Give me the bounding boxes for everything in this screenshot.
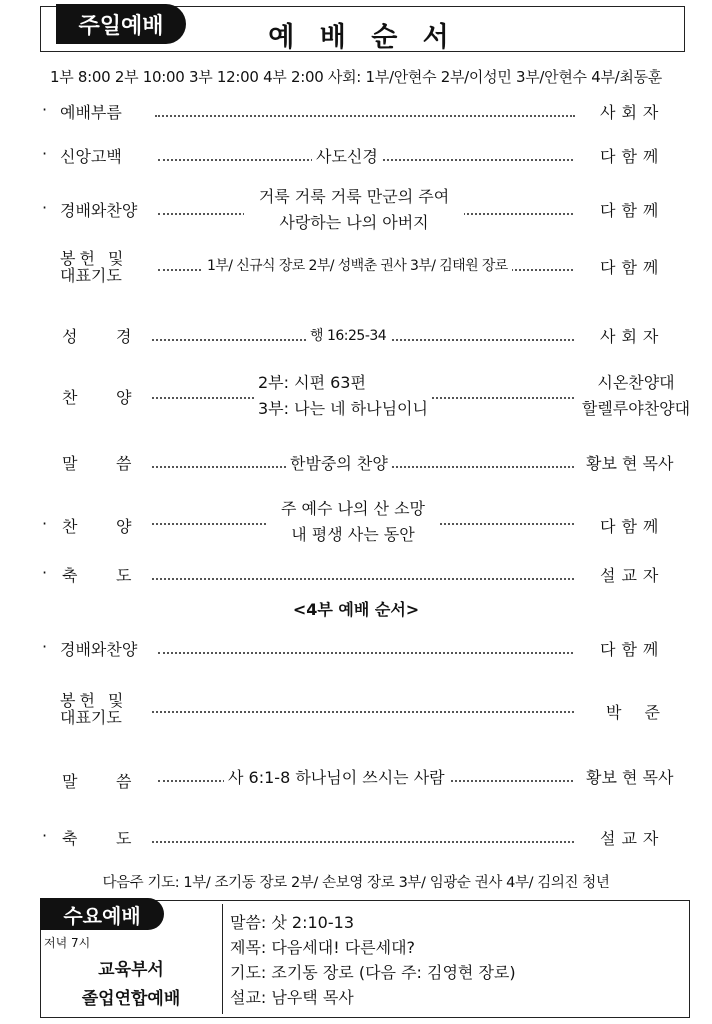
order-label: 축: [62, 829, 78, 848]
order-content: 거룩 거룩 거룩 만군의 주여 사랑하는 나의 아버지: [244, 184, 464, 236]
order-leader: 다함께: [600, 517, 665, 536]
order-leader: 설교자: [600, 566, 665, 585]
order-label: 찬: [62, 517, 78, 536]
dotted-leader: [158, 652, 573, 654]
wednesday-preacher: 설교: 남우택 목사: [230, 988, 354, 1007]
order-leader: 다함께: [600, 640, 665, 659]
order-leader: 시온찬양대 할렐루야찬양대: [581, 373, 691, 418]
order-label: 양: [116, 517, 132, 536]
order-leader: 다함께: [600, 147, 665, 166]
bullet: ·: [42, 637, 48, 656]
order-leader: 설교자: [600, 829, 665, 848]
bullet: ·: [42, 563, 48, 582]
order-label: 경배와찬양: [60, 201, 138, 220]
order-label: 경배와찬양: [60, 640, 138, 659]
order-leader: 다함께: [600, 258, 665, 277]
divider: [222, 904, 223, 1014]
order-label: 신앙고백: [60, 147, 122, 166]
order-label: 봉헌 및 대표기도: [60, 249, 128, 285]
bullet: ·: [42, 100, 48, 119]
order-label: 씀: [116, 772, 132, 791]
bullet: ·: [42, 514, 48, 533]
dotted-leader: [152, 841, 574, 843]
order-label: 말: [62, 772, 78, 791]
order-content: 주 예수 나의 산 소망 내 평생 사는 동안: [266, 496, 440, 548]
order-leader: 사회자: [600, 103, 665, 122]
wednesday-group: 졸업연합예배: [81, 989, 181, 1009]
order-content: 한밤중의 찬양: [286, 451, 392, 474]
order-content: 2부: 시편 63편 3부: 나는 네 하나님이니: [256, 370, 430, 422]
dotted-leader: [152, 578, 574, 580]
order-label: 양: [116, 388, 132, 407]
order-content: 행 16:25-34: [306, 325, 390, 345]
dotted-leader: [152, 711, 574, 713]
order-label: 말: [62, 454, 78, 473]
service-times: 1부 8:00 2부 10:00 3부 12:00 4부 2:00 사회: 1부/안현수 2부/이성민 3부/안현수 4부/최동훈: [50, 68, 662, 86]
wednesday-time: 저녁 7시: [44, 936, 91, 950]
order-leader: 황보 현 목사: [586, 768, 674, 787]
fourth-service-heading: <4부 예배 순서>: [292, 600, 420, 619]
order-label: 축: [62, 566, 78, 585]
order-content: 사 6:1-8 하나님이 쓰시는 사람: [224, 765, 449, 788]
wednesday-sermon-title: 제목: 다음세대! 다른세대?: [230, 938, 416, 957]
bullet: ·: [42, 198, 48, 217]
wednesday-worship-badge: 수요예배: [40, 898, 164, 930]
order-leader: 다함께: [600, 201, 665, 220]
bullet: ·: [42, 144, 48, 163]
order-label: 경: [116, 327, 132, 346]
order-label: 도: [116, 566, 132, 585]
wednesday-prayer: 기도: 조기동 장로 (다음 주: 김영현 장로): [230, 963, 516, 982]
order-label: 성: [62, 327, 78, 346]
bullet: ·: [42, 826, 48, 845]
order-label: 예배부름: [60, 103, 122, 122]
page-title: 예 배 순 서: [268, 22, 457, 53]
order-content: 1부/ 신규식 장로 2부/ 성백춘 권사 3부/ 김태원 장로: [203, 255, 512, 275]
order-label: 찬: [62, 388, 78, 407]
wednesday-group: 교육부서: [98, 960, 164, 980]
order-leader: 사회자: [600, 327, 665, 346]
order-label: 도: [116, 829, 132, 848]
order-content: 사도신경: [312, 144, 382, 167]
sunday-worship-badge: 주일예배: [56, 4, 186, 44]
order-label: 봉헌 및 대표기도: [60, 691, 128, 727]
order-label: 씀: [116, 454, 132, 473]
dotted-leader: [155, 115, 575, 117]
next-week-prayer: 다음주 기도: 1부/ 조기동 장로 2부/ 손보영 장로 3부/ 임광순 권사 4부/ 김의진 청년: [102, 875, 610, 891]
order-leader: 황보 현 목사: [586, 454, 674, 473]
order-leader: 박 준: [606, 703, 660, 722]
wednesday-sermon-text: 말씀: 삿 2:10-13: [230, 913, 354, 932]
